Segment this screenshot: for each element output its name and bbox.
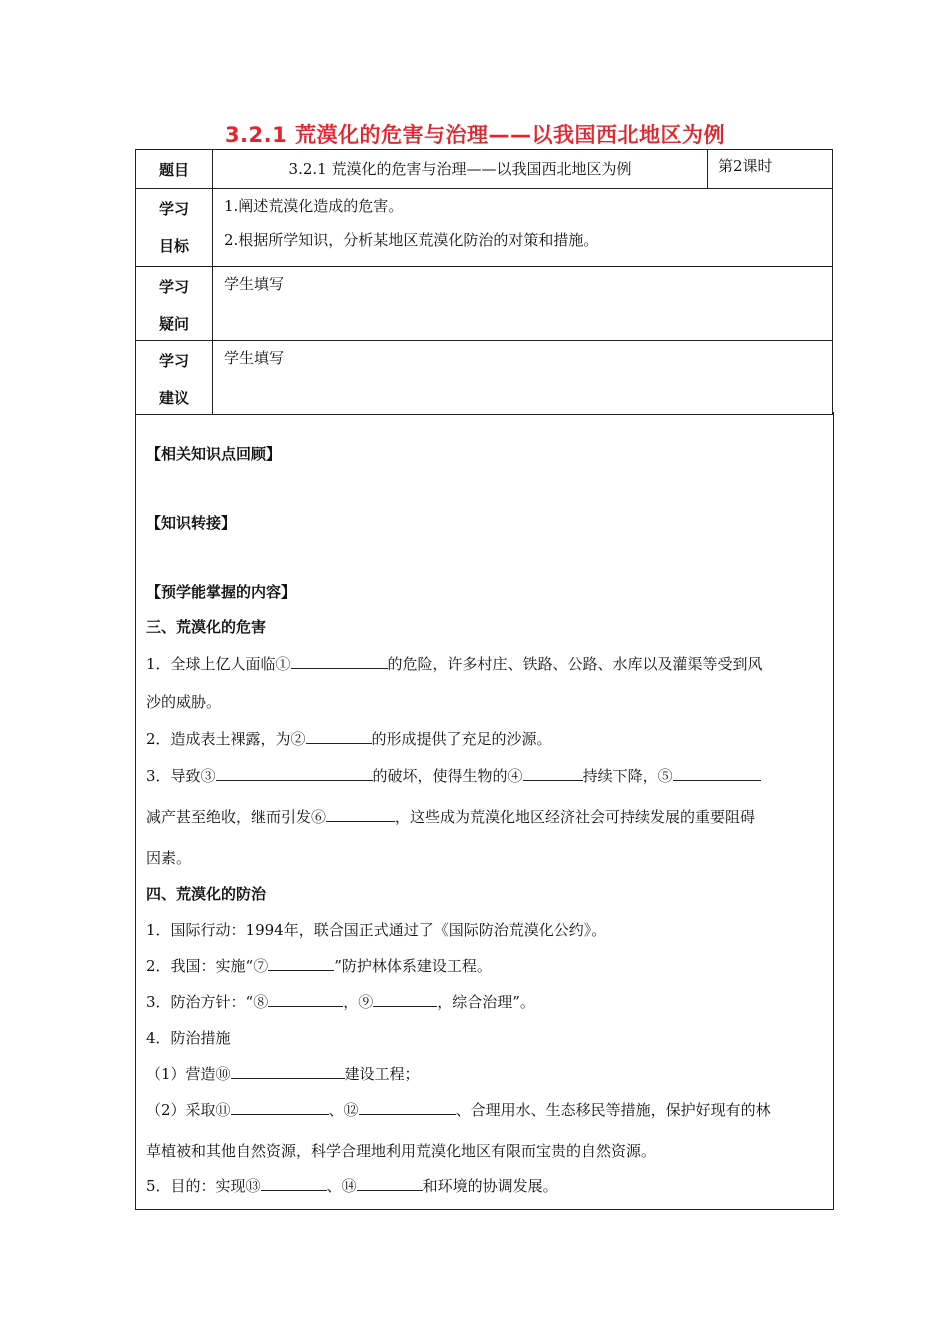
goal-label-cell: 学习 目标 <box>136 189 213 267</box>
blank-5[interactable] <box>673 765 761 781</box>
review-heading: 【相关知识点回顾】 <box>146 445 282 463</box>
harm-item-2: 2．造成表土裸露，为② 的形成提供了充足的沙源。 <box>146 730 552 748</box>
lesson-info-table <box>135 149 833 415</box>
measure-2-cont: 草植被和其他自然资源，科学合理地利用荒漠化地区有限而宝贵的自然资源。 <box>146 1142 657 1160</box>
blank-10[interactable] <box>231 1063 345 1079</box>
harm-item-3-end: 因素。 <box>146 849 192 867</box>
blank-6[interactable] <box>326 806 395 822</box>
measure-1: （1）营造⑩ 建设工程； <box>146 1065 420 1083</box>
blank-11[interactable] <box>231 1099 329 1115</box>
control-item-5: 5．目的：实现⑬ 、⑭ 和环境的协调发展。 <box>146 1177 558 1195</box>
blank-9[interactable] <box>373 991 437 1007</box>
harm-item-3: 3．导致③ 的破坏，使得生物的④ 持续下降，⑤ <box>146 765 761 786</box>
blank-3[interactable] <box>216 765 373 781</box>
measure-2: （2）采取⑪ 、⑫ 、合理用水、生态移民等措施，保护好现有的林 <box>146 1101 771 1119</box>
goal-1: 1.阐述荒漠化造成的危害。 <box>224 197 404 215</box>
harm-heading: 三、荒漠化的危害 <box>146 618 267 636</box>
blank-8[interactable] <box>268 991 343 1007</box>
question-content: 学生填写 <box>213 267 833 341</box>
harm-item-1-cont: 沙的威胁。 <box>146 693 222 711</box>
control-heading: 四、荒漠化的防治 <box>146 885 267 903</box>
blank-13[interactable] <box>261 1175 327 1191</box>
lesson-number: 第2课时 <box>708 150 833 189</box>
harm-item-1: 1．全球上亿人面临① 的危险，许多村庄、铁路、公路、水库以及灌渠等受到风 <box>146 655 763 673</box>
preview-heading: 【预学能掌握的内容】 <box>146 583 297 601</box>
goal-2: 2.根据所学知识，分析某地区荒漠化防治的对策和措施。 <box>224 231 599 249</box>
control-item-3: 3．防治方针：“⑧ ，⑨ ，综合治理”。 <box>146 993 535 1011</box>
blank-2[interactable] <box>306 728 372 744</box>
blank-7[interactable] <box>268 955 334 971</box>
blank-1[interactable] <box>291 653 388 669</box>
harm-item-3-cont: 减产甚至绝收，继而引发⑥ ，这些成为荒漠化地区经济社会可持续发展的重要阻碍 <box>146 808 756 826</box>
topic-value: 3.2.1 荒漠化的危害与治理——以我国西北地区为例 <box>213 150 708 189</box>
advice-label-cell: 学习 建议 <box>136 341 213 415</box>
blank-4[interactable] <box>523 765 583 781</box>
goal-content <box>213 189 833 267</box>
question-label-cell: 学习 疑问 <box>136 267 213 341</box>
blank-14[interactable] <box>357 1175 423 1191</box>
advice-content: 学生填写 <box>213 341 833 415</box>
transfer-heading: 【知识转接】 <box>146 514 237 532</box>
document-title: 3.2.1 荒漠化的危害与治理——以我国西北地区为例 <box>224 123 726 147</box>
topic-label-cell: 题目 <box>136 150 213 189</box>
blank-12[interactable] <box>359 1099 456 1115</box>
control-item-1: 1．国际行动：1994年，联合国正式通过了《国际防治荒漠化公约》。 <box>146 921 607 939</box>
control-item-2: 2．我国：实施“⑦ ”防护林体系建设工程。 <box>146 957 492 975</box>
control-item-4: 4．防治措施 <box>146 1029 231 1047</box>
